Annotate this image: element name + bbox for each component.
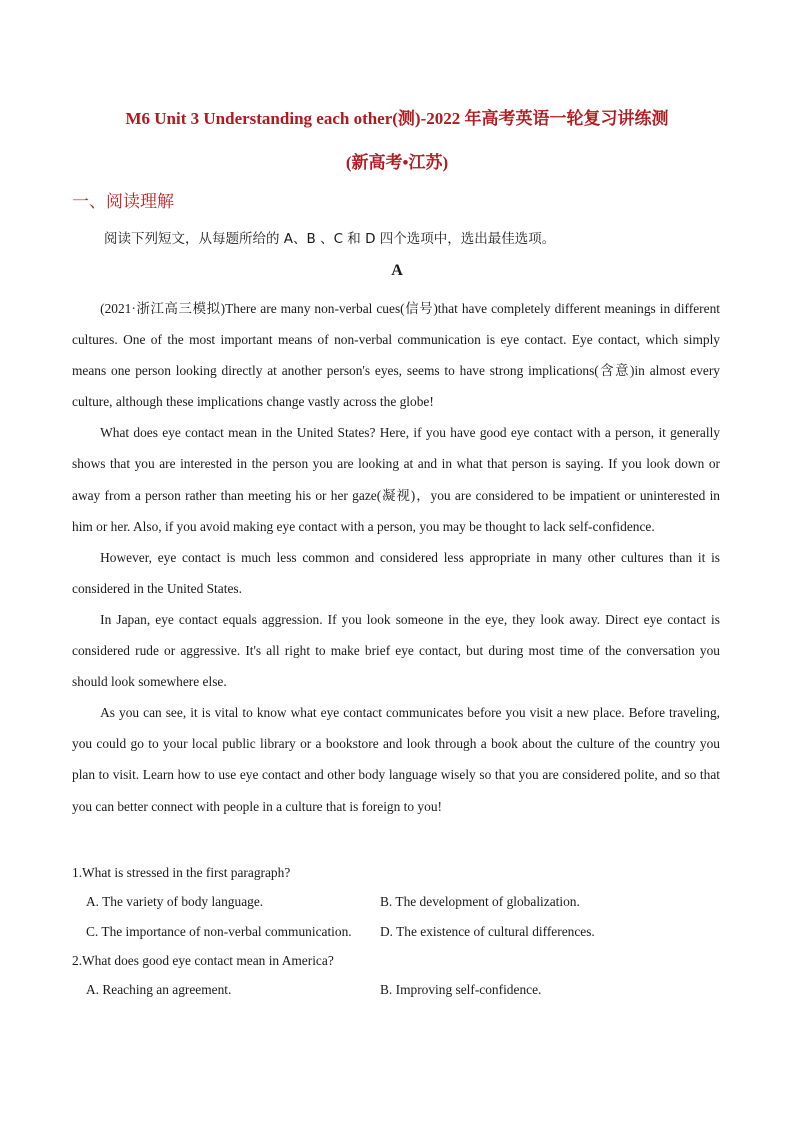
question-2 xyxy=(72,946,722,1005)
passage-paragraph: However, eye contact is much less common and considered less appropriate in many other cultures than it is considered in the United States. xyxy=(72,549,720,596)
question-stem: 1.What is stressed in the first paragraph? xyxy=(72,865,291,880)
option-row xyxy=(72,917,722,947)
option-a: A. Reaching an agreement. xyxy=(86,982,232,997)
section-instruction: 阅读下列短文，从每题所给的 A、B 、C 和 D 四个选项中，选出最佳选项。 xyxy=(104,231,556,247)
option-c: C. The importance of non-verbal communication. xyxy=(86,924,352,939)
question-1 xyxy=(72,858,722,947)
document-title: M6 Unit 3 Understanding each other(测)-2022 年高考英语一轮复习讲练测 xyxy=(125,109,669,128)
passage-paragraph: What does eye contact mean in the United States? Here, if you have good eye contact with a person, it generally shows that you are interested in the person you are looking at and in what that person is saying. If you look down or away from a person rather than meeting his or her gaze(凝视)，you are considered to be impatient or uninterested in him or her. Also, if you avoid making eye contact with a person, you may be thought to lack self-confidence. xyxy=(72,425,720,534)
passage-paragraph: In Japan, eye contact equals aggression. If you look someone in the eye, they look away. Direct eye contact is considered rude or aggressive. It's all right to make brief eye contact, but during most time of the conversation you should look somewhere else. xyxy=(72,611,720,690)
passage-label: A xyxy=(391,262,403,279)
option-row xyxy=(72,887,722,917)
option-d: D. The existence of cultural differences. xyxy=(380,924,595,939)
passage-paragraph: As you can see, it is vital to know what eye contact communicates before you visit a new place. Before traveling, you could go to your local public library or a bookstore and look through a book about the culture of the country you plan to visit. Learn how to use eye contact and other body language wisely so that you are considered polite, and so that you can better connect with people in a culture that is foreign to you! xyxy=(72,705,720,814)
section-heading: 一、阅读理解 xyxy=(72,192,174,212)
passage-body xyxy=(72,293,720,822)
option-b: B. Improving self-confidence. xyxy=(380,982,542,997)
document-subtitle: (新高考•江苏) xyxy=(345,153,449,172)
passage-paragraph: (2021·浙江高三模拟)There are many non-verbal cues(信号)that have completely different meanings in different cultures. One of the most important means of non-verbal communication is eye contact. Eye contact, which simply means one person looking directly at another person's eyes, seems to have strong implications(含意)in almost every culture, although these implications change vastly across the globe! xyxy=(72,301,720,410)
option-b: B. The development of globalization. xyxy=(380,894,580,909)
option-row xyxy=(72,975,722,1005)
question-stem: 2.What does good eye contact mean in America? xyxy=(72,953,334,968)
option-a: A. The variety of body language. xyxy=(86,894,264,909)
